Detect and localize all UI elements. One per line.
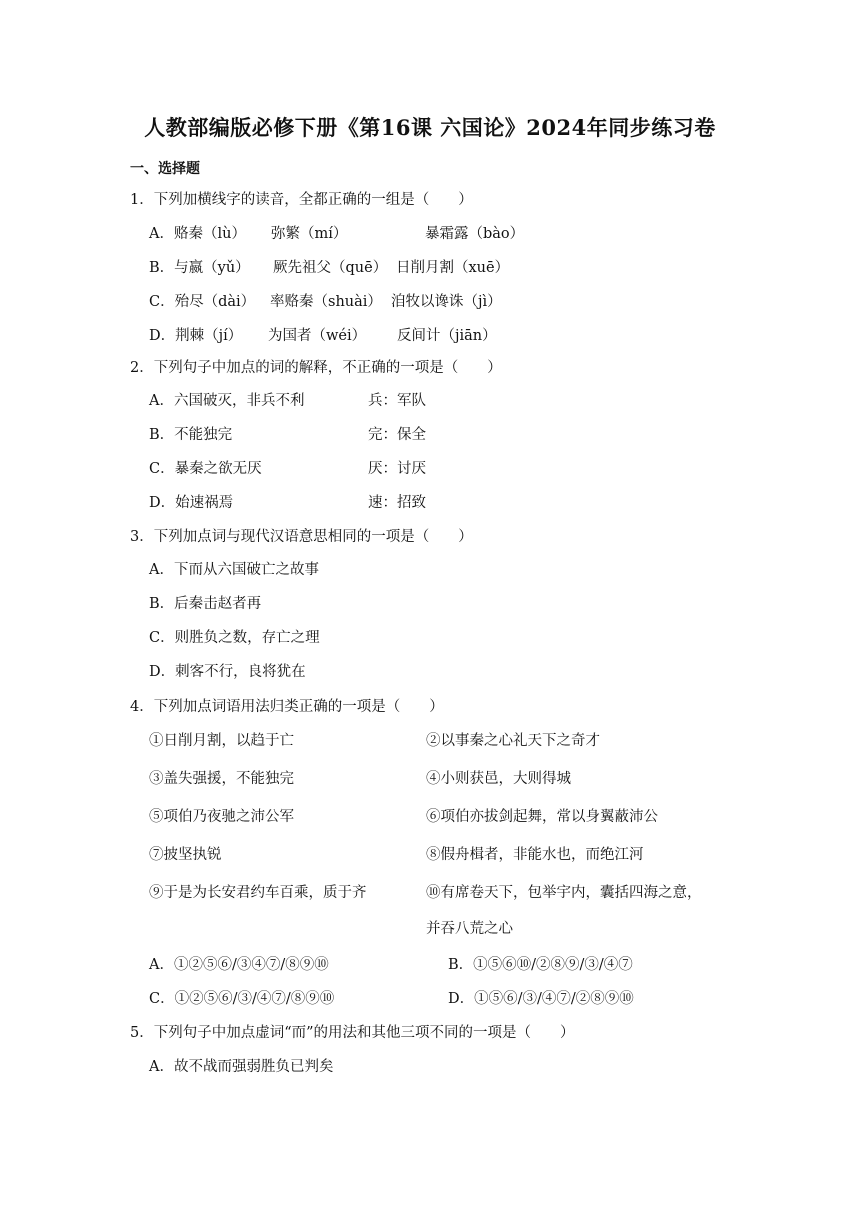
q1-option-a-part2: 弥繁（mí） [271,226,348,242]
q4-item-2: ②以事秦之心礼天下之奇才 [426,733,600,749]
q4-choice-c: C．①②⑤⑥/③/④⑦/⑧⑨⑩ [149,991,335,1007]
q2-option-d-gloss: 速：招致 [368,495,426,511]
question-5-stem: 5．下列句子中加点虚词“而”的用法和其他三项不同的一项是（ ） [130,1025,575,1041]
q1-option-d-part1: D．荆棘（jí） [149,328,243,344]
q2-option-a-gloss: 兵：军队 [368,393,426,409]
q3-option-a: A．下而从六国破亡之故事 [149,562,319,578]
q1-option-c-part3: 洎牧以谗诛（jì） [391,294,502,310]
q5-option-a: A．故不战而强弱胜负已判矣 [149,1059,334,1075]
q4-item-10-continued: 并吞八荒之心 [426,921,513,937]
q4-item-4: ④小则获邑，大则得城 [426,771,571,787]
q2-option-d: D．始速祸焉 [149,495,234,511]
section-heading: 一、选择题 [130,161,200,177]
q3-option-c: C．则胜负之数，存亡之理 [149,630,320,646]
q1-option-c-part2: 率赂秦（shuài） [270,294,382,310]
q1-option-a-part3: 暴霜露（bào） [425,226,525,242]
q4-item-9: ⑨于是为长安君约车百乘，质于齐 [149,885,367,901]
q3-option-b: B．后秦击赵者再 [149,596,262,612]
q1-option-a-part1: A．赂秦（lù） [149,226,246,242]
question-2-stem: 2．下列句子中加点的词的解释，不正确的一项是（ ） [130,360,502,376]
question-4-stem: 4．下列加点词语用法归类正确的一项是（ ） [130,699,444,715]
q1-option-d-part2: 为国者（wéi） [268,328,367,344]
q2-option-b-gloss: 完：保全 [368,427,426,443]
q1-option-c-part1: C．殆尽（dài） [149,294,256,310]
question-3-stem: 3．下列加点词与现代汉语意思相同的一项是（ ） [130,529,473,545]
q3-option-d: D．刺客不行，良将犹在 [149,664,306,680]
page-title: 人教部编版必修下册《第16课 六国论》2024年同步练习卷 [144,115,716,140]
q2-option-c: C．暴秦之欲无厌 [149,461,262,477]
q2-option-c-gloss: 厌：讨厌 [368,461,426,477]
q4-item-6: ⑥项伯亦拔剑起舞，常以身翼蔽沛公 [426,809,658,825]
q4-item-1: ①日削月割，以趋于亡 [149,733,294,749]
q4-choice-d: D．①⑤⑥/③/④⑦/②⑧⑨⑩ [448,991,634,1007]
q1-option-b-part2: 厥先祖父（quē） [273,260,388,276]
q4-item-10: ⑩有席卷天下，包举宇内，囊括四海之意， [426,885,702,901]
q1-option-b-part1: B．与嬴（yǔ） [149,260,250,276]
q2-option-b: B．不能独完 [149,427,233,443]
q4-item-7: ⑦披坚执锐 [149,847,222,863]
q4-item-3: ③盖失强援，不能独完 [149,771,294,787]
q4-choice-a: A．①②⑤⑥/③④⑦/⑧⑨⑩ [149,957,329,973]
q4-choice-b: B．①⑤⑥⑩/②⑧⑨/③/④⑦ [448,957,633,973]
q1-option-b-part3: 日削月割（xuē） [396,260,510,276]
q1-option-d-part3: 反间计（jiān） [397,328,497,344]
q2-option-a: A．六国破灭，非兵不利 [149,393,305,409]
q4-item-8: ⑧假舟楫者，非能水也，而绝江河 [426,847,644,863]
q4-item-5: ⑤项伯乃夜驰之沛公军 [149,809,294,825]
question-1-stem: 1．下列加横线字的读音，全都正确的一组是（ ） [130,192,473,208]
